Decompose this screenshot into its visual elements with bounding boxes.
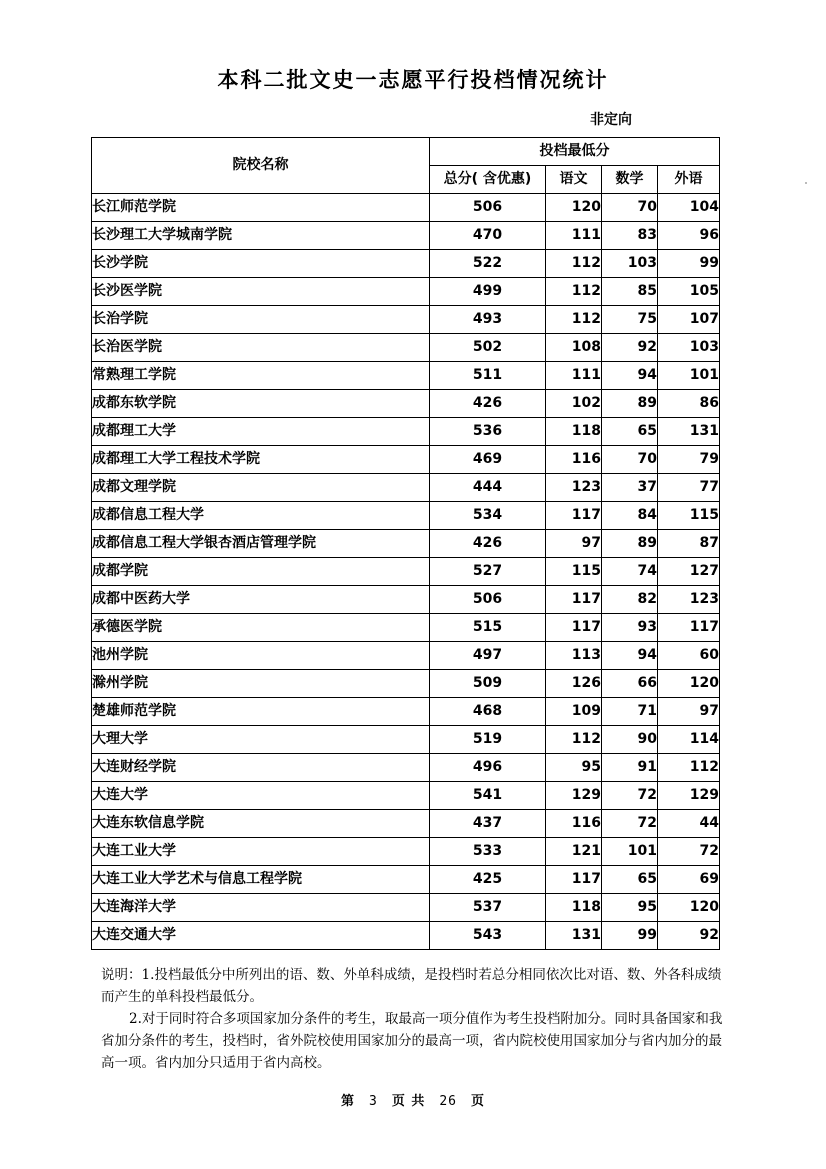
chinese-score-cell: 112 (546, 726, 602, 754)
total-score-cell: 537 (430, 894, 546, 922)
table-row (92, 222, 720, 250)
school-name-cell: 成都理工大学 (92, 418, 430, 446)
header-chinese: 语文 (546, 166, 602, 194)
math-score-cell: 37 (602, 474, 658, 502)
total-score-cell: 543 (430, 922, 546, 950)
chinese-score-cell: 126 (546, 670, 602, 698)
english-score-cell: 96 (658, 222, 720, 250)
chinese-score-cell: 111 (546, 362, 602, 390)
chinese-score-cell: 117 (546, 586, 602, 614)
total-score-cell: 499 (430, 278, 546, 306)
table-row (92, 278, 720, 306)
chinese-score-cell: 113 (546, 642, 602, 670)
math-score-cell: 71 (602, 698, 658, 726)
total-score-cell: 522 (430, 250, 546, 278)
total-score-cell: 468 (430, 698, 546, 726)
header-total: 总分( 含优惠) (430, 166, 546, 194)
total-score-cell: 506 (430, 586, 546, 614)
school-name-cell: 池州学院 (92, 642, 430, 670)
table-row (92, 474, 720, 502)
chinese-score-cell: 131 (546, 922, 602, 950)
school-name-cell: 成都中医药大学 (92, 586, 430, 614)
table-row (92, 362, 720, 390)
school-name-cell: 常熟理工学院 (92, 362, 430, 390)
table-body (92, 194, 720, 950)
math-score-cell: 99 (602, 922, 658, 950)
total-score-cell: 497 (430, 642, 546, 670)
school-name-cell: 成都学院 (92, 558, 430, 586)
footer-prefix: 第 (340, 1094, 355, 1109)
table-row (92, 502, 720, 530)
english-score-cell: 115 (658, 502, 720, 530)
table-row (92, 810, 720, 838)
school-name-cell: 承德医学院 (92, 614, 430, 642)
school-name-cell: 滁州学院 (92, 670, 430, 698)
school-name-cell: 大连工业大学 (92, 838, 430, 866)
math-score-cell: 95 (602, 894, 658, 922)
footer-suffix: 页 (471, 1094, 486, 1109)
math-score-cell: 94 (602, 362, 658, 390)
math-score-cell: 93 (602, 614, 658, 642)
chinese-score-cell: 123 (546, 474, 602, 502)
chinese-score-cell: 112 (546, 278, 602, 306)
english-score-cell: 117 (658, 614, 720, 642)
english-score-cell: 79 (658, 446, 720, 474)
header-min-score-group: 投档最低分 (430, 138, 720, 166)
total-score-cell: 426 (430, 390, 546, 418)
total-score-cell: 425 (430, 866, 546, 894)
math-score-cell: 92 (602, 334, 658, 362)
chinese-score-cell: 102 (546, 390, 602, 418)
english-score-cell: 60 (658, 642, 720, 670)
table-row (92, 558, 720, 586)
table-row (92, 782, 720, 810)
chinese-score-cell: 117 (546, 866, 602, 894)
total-score-cell: 493 (430, 306, 546, 334)
school-name-cell: 大连财经学院 (92, 754, 430, 782)
note-line-1: 说明：1.投档最低分中所列出的语、数、外单科成绩，是投档时若总分相同依次比对语、数、外各科成绩而产生的单科投档最低分。 (101, 967, 722, 1005)
table-row (92, 250, 720, 278)
math-score-cell: 85 (602, 278, 658, 306)
edge-mark (805, 182, 807, 184)
english-score-cell: 103 (658, 334, 720, 362)
chinese-score-cell: 117 (546, 502, 602, 530)
school-name-cell: 大连大学 (92, 782, 430, 810)
english-score-cell: 104 (658, 194, 720, 222)
table-row (92, 642, 720, 670)
footer-middle: 页 共 (391, 1094, 426, 1109)
school-name-cell: 成都东软学院 (92, 390, 430, 418)
table-row (92, 754, 720, 782)
math-score-cell: 70 (602, 194, 658, 222)
math-score-cell: 75 (602, 306, 658, 334)
table-row (92, 418, 720, 446)
english-score-cell: 120 (658, 894, 720, 922)
english-score-cell: 97 (658, 698, 720, 726)
english-score-cell: 107 (658, 306, 720, 334)
header-school: 院校名称 (92, 138, 430, 194)
school-name-cell: 成都信息工程大学 (92, 502, 430, 530)
header-math: 数学 (602, 166, 658, 194)
school-name-cell: 成都文理学院 (92, 474, 430, 502)
school-name-cell: 成都信息工程大学银杏酒店管理学院 (92, 530, 430, 558)
page-footer (0, 1090, 826, 1109)
math-score-cell: 94 (602, 642, 658, 670)
total-score-cell: 470 (430, 222, 546, 250)
chinese-score-cell: 115 (546, 558, 602, 586)
school-name-cell: 大连交通大学 (92, 922, 430, 950)
total-score-cell: 509 (430, 670, 546, 698)
chinese-score-cell: 118 (546, 894, 602, 922)
total-score-cell: 519 (430, 726, 546, 754)
english-score-cell: 77 (658, 474, 720, 502)
table-row (92, 922, 720, 950)
school-name-cell: 成都理工大学工程技术学院 (92, 446, 430, 474)
school-name-cell: 大理大学 (92, 726, 430, 754)
total-score-cell: 444 (430, 474, 546, 502)
total-score-cell: 502 (430, 334, 546, 362)
english-score-cell: 129 (658, 782, 720, 810)
table-row (92, 866, 720, 894)
chinese-score-cell: 108 (546, 334, 602, 362)
math-score-cell: 90 (602, 726, 658, 754)
math-score-cell: 89 (602, 530, 658, 558)
chinese-score-cell: 111 (546, 222, 602, 250)
school-name-cell: 长沙理工大学城南学院 (92, 222, 430, 250)
chinese-score-cell: 95 (546, 754, 602, 782)
notes-section (101, 964, 731, 1074)
school-name-cell: 大连海洋大学 (92, 894, 430, 922)
chinese-score-cell: 112 (546, 250, 602, 278)
table-row (92, 390, 720, 418)
math-score-cell: 89 (602, 390, 658, 418)
chinese-score-cell: 118 (546, 418, 602, 446)
english-score-cell: 72 (658, 838, 720, 866)
math-score-cell: 103 (602, 250, 658, 278)
chinese-score-cell: 129 (546, 782, 602, 810)
school-name-cell: 长治学院 (92, 306, 430, 334)
table-row (92, 446, 720, 474)
chinese-score-cell: 121 (546, 838, 602, 866)
school-name-cell: 长治医学院 (92, 334, 430, 362)
table-row (92, 614, 720, 642)
english-score-cell: 112 (658, 754, 720, 782)
subtitle-label: 非定向 (590, 112, 632, 128)
english-score-cell: 87 (658, 530, 720, 558)
table-row (92, 698, 720, 726)
footer-page-number: 3 (368, 1094, 378, 1109)
math-score-cell: 82 (602, 586, 658, 614)
total-score-cell: 469 (430, 446, 546, 474)
table-row (92, 586, 720, 614)
total-score-cell: 527 (430, 558, 546, 586)
chinese-score-cell: 97 (546, 530, 602, 558)
total-score-cell: 534 (430, 502, 546, 530)
english-score-cell: 44 (658, 810, 720, 838)
math-score-cell: 65 (602, 418, 658, 446)
english-score-cell: 114 (658, 726, 720, 754)
english-score-cell: 92 (658, 922, 720, 950)
total-score-cell: 515 (430, 614, 546, 642)
table-row (92, 670, 720, 698)
table-row (92, 838, 720, 866)
math-score-cell: 74 (602, 558, 658, 586)
header-english: 外语 (658, 166, 720, 194)
english-score-cell: 105 (658, 278, 720, 306)
math-score-cell: 84 (602, 502, 658, 530)
chinese-score-cell: 116 (546, 446, 602, 474)
english-score-cell: 131 (658, 418, 720, 446)
math-score-cell: 72 (602, 782, 658, 810)
english-score-cell: 86 (658, 390, 720, 418)
table-row (92, 334, 720, 362)
total-score-cell: 496 (430, 754, 546, 782)
math-score-cell: 101 (602, 838, 658, 866)
english-score-cell: 123 (658, 586, 720, 614)
english-score-cell: 127 (658, 558, 720, 586)
school-name-cell: 大连工业大学艺术与信息工程学院 (92, 866, 430, 894)
math-score-cell: 65 (602, 866, 658, 894)
chinese-score-cell: 112 (546, 306, 602, 334)
table-row (92, 194, 720, 222)
math-score-cell: 66 (602, 670, 658, 698)
total-score-cell: 506 (430, 194, 546, 222)
school-name-cell: 长沙医学院 (92, 278, 430, 306)
table-row (92, 726, 720, 754)
table-row (92, 894, 720, 922)
admission-table (91, 137, 720, 950)
math-score-cell: 70 (602, 446, 658, 474)
table-row (92, 306, 720, 334)
page-title: 本科二批文史一志愿平行投档情况统计 (217, 68, 609, 92)
school-name-cell: 长江师范学院 (92, 194, 430, 222)
school-name-cell: 楚雄师范学院 (92, 698, 430, 726)
english-score-cell: 120 (658, 670, 720, 698)
math-score-cell: 83 (602, 222, 658, 250)
note-line-2: 2.对于同时符合多项国家加分条件的考生，取最高一项分值作为考生投档附加分。同时具备国家和我省加分条件的考生，投档时，省外院校使用国家加分的最高一项，省内院校使用国家加分与省内加分的最高一项。省内加分只适用于省内高校。 (101, 1011, 723, 1071)
english-score-cell: 69 (658, 866, 720, 894)
english-score-cell: 99 (658, 250, 720, 278)
school-name-cell: 长沙学院 (92, 250, 430, 278)
total-score-cell: 437 (430, 810, 546, 838)
total-score-cell: 511 (430, 362, 546, 390)
footer-total-pages: 26 (439, 1094, 457, 1109)
total-score-cell: 541 (430, 782, 546, 810)
table-row (92, 530, 720, 558)
chinese-score-cell: 116 (546, 810, 602, 838)
math-score-cell: 72 (602, 810, 658, 838)
chinese-score-cell: 109 (546, 698, 602, 726)
chinese-score-cell: 120 (546, 194, 602, 222)
english-score-cell: 101 (658, 362, 720, 390)
total-score-cell: 536 (430, 418, 546, 446)
math-score-cell: 91 (602, 754, 658, 782)
school-name-cell: 大连东软信息学院 (92, 810, 430, 838)
total-score-cell: 426 (430, 530, 546, 558)
chinese-score-cell: 117 (546, 614, 602, 642)
total-score-cell: 533 (430, 838, 546, 866)
